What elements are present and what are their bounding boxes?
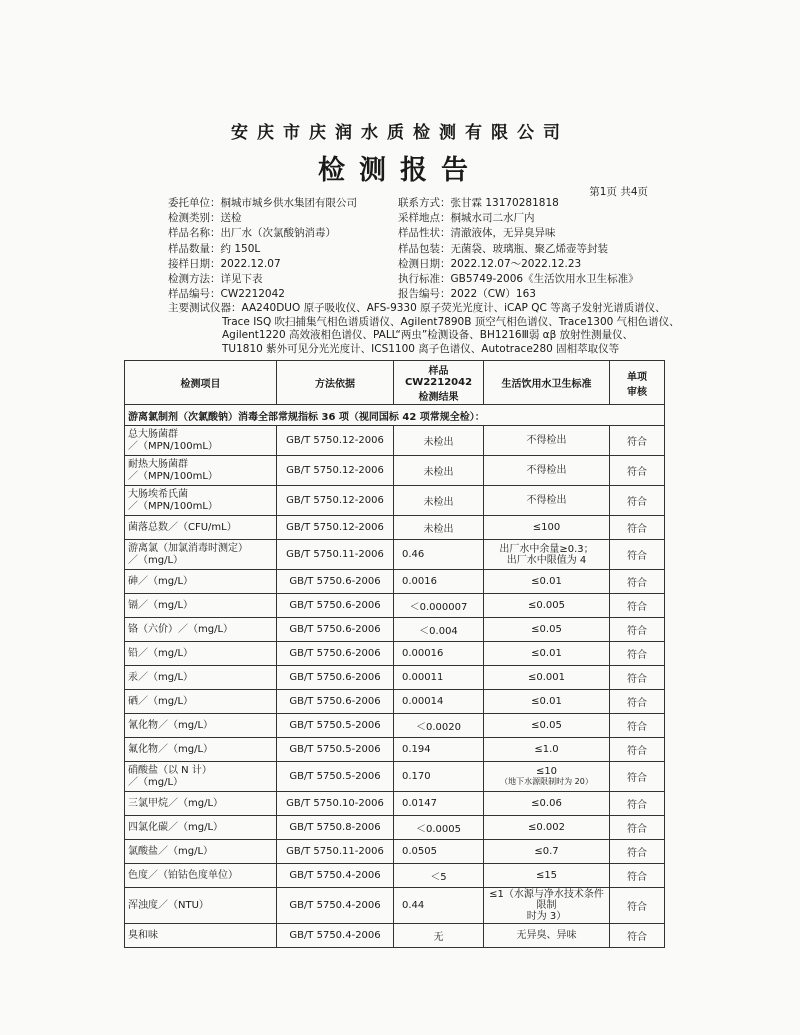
page-number: 第1页 共4页 [589,186,648,198]
table-row [125,738,665,762]
cell-method: GB/T 5750.5-2006 [277,714,394,738]
item-name: 铅／（mg/L） [128,647,194,659]
cell-method: GB/T 5750.6-2006 [277,594,394,618]
cell-result: 0.00014 [394,690,484,714]
cell-result: 0.0147 [394,792,484,816]
header-item: 检测项目 [125,361,277,405]
info-left: 接样日期：2022.12.07 [168,257,281,270]
info-left: 检测方法：详见下表 [168,272,263,285]
instruments-block [168,302,688,356]
standard-note: 出厂水中限值为 4 [506,554,587,566]
table-row [125,456,665,486]
cell-result: ＜0.0005 [394,816,484,840]
info-left: 样品数量：约 150L [168,242,261,255]
instruments-line: Trace ISQ 吹扫捕集气相色谱质谱仪、Agilent7890B 顶空气相色谱仪、Trace1300 气相色谱仪、 [222,315,680,328]
info-right: 样品包装：无菌袋、玻璃瓶、聚乙烯壶等封装 [398,242,608,255]
info-row [168,257,668,272]
cell-audit: 符合 [610,516,665,540]
section-title: 游离氯制剂（次氯酸钠）消毒全部常规指标 36 项（视同国标 42 项常规全检）： [125,405,665,426]
cell-standard [484,594,610,618]
table-row [125,618,665,642]
info-left: 样品编号：CW2212042 [168,288,285,301]
cell-standard [484,666,610,690]
standard-value: ≤0.7 [534,846,559,857]
item-name: 氰化物／（mg/L） [128,719,214,731]
item-name: 三氯甲烷／（mg/L） [128,797,224,809]
cell-item [125,816,277,840]
instruments-line: TU1810 紫外可见分光光度计、ICS1100 离子色谱仪、Autotrace280 固相萃取仪等 [222,342,620,355]
header-audit-line2: 审核 [627,386,647,398]
cell-standard [484,516,610,540]
table-row [125,516,665,540]
info-right: 检测日期：2022.12.07～2022.12.23 [398,257,582,270]
standard-value: 不得检出 [526,495,567,506]
cell-item [125,666,277,690]
cell-standard [484,642,610,666]
cell-method: GB/T 5750.4-2006 [277,924,394,948]
table-row [125,486,665,516]
info-row [168,226,668,241]
table-row [125,864,665,888]
table-row [125,762,665,792]
cell-result: ＜0.0020 [394,714,484,738]
cell-result: 0.0016 [394,570,484,594]
cell-audit: 符合 [610,594,665,618]
standard-value: ≤0.01 [531,576,562,587]
standard-value: ≤1（水源与净水技术条件限制 [489,889,604,911]
cell-result: ＜0.000007 [394,594,484,618]
cell-item [125,738,277,762]
info-right: 联系方式：张甘霖 13170281818 [398,197,559,209]
cell-item [125,714,277,738]
info-row [168,211,668,226]
cell-standard [484,924,610,948]
instruments-line: Agilent1220 高效液相色谱仪、PALL“两虫”检测设备、BH1216Ⅲ弱 αβ 放射性测量仪、 [222,329,634,342]
table-row [125,714,665,738]
cell-method: GB/T 5750.12-2006 [277,486,394,516]
table-row [125,594,665,618]
info-right: 报告编号：2022（CW）163 [398,288,536,301]
cell-standard [484,618,610,642]
cell-item [125,642,277,666]
cell-audit: 符合 [610,792,665,816]
cell-audit: 符合 [610,888,665,924]
cell-result: 0.00011 [394,666,484,690]
sample-info-block [168,196,668,302]
cell-audit: 符合 [610,840,665,864]
info-left: 检测类别：送检 [168,212,242,225]
cell-result: 无 [394,924,484,948]
cell-audit: 符合 [610,864,665,888]
cell-result: 0.44 [394,888,484,924]
header-result-line2: 检测结果 [418,392,459,403]
cell-result: ＜0.004 [394,618,484,642]
cell-item [125,594,277,618]
cell-audit: 符合 [610,570,665,594]
header-method: 方法依据 [277,361,394,405]
cell-standard [484,738,610,762]
cell-item [125,540,277,570]
cell-audit: 符合 [610,540,665,570]
standard-value: 出厂水中余量≥0.3； [499,543,594,555]
item-name: 耐热大肠菌群 [128,458,188,470]
info-left: 样品名称：出厂水（次氯酸钠消毒） [168,227,336,240]
item-name: 镉／（mg/L） [128,599,194,611]
cell-method: GB/T 5750.10-2006 [277,792,394,816]
cell-method: GB/T 5750.6-2006 [277,666,394,690]
item-name: 菌落总数／（CFU/mL） [128,521,237,533]
cell-result: 0.46 [394,540,484,570]
item-unit: ／（MPN/100mL） [128,470,218,482]
cell-standard [484,486,610,516]
item-name: 铬（六价）／（mg/L） [128,623,234,635]
item-name: 色度／（铂钴色度单位） [128,869,238,881]
cell-standard [484,714,610,738]
standard-value: ≤0.002 [527,822,565,833]
cell-audit: 符合 [610,924,665,948]
item-unit: ／（mg/L） [128,776,184,788]
header-result [394,361,484,405]
cell-result: 0.194 [394,738,484,762]
item-name: 大肠埃希氏菌 [128,488,188,500]
item-name: 氟化物／（mg/L） [128,743,214,755]
standard-value: ≤0.01 [531,696,562,707]
info-row [168,287,668,302]
cell-method: GB/T 5750.12-2006 [277,426,394,456]
cell-result: 未检出 [394,426,484,456]
item-name: 汞／（mg/L） [128,671,194,683]
cell-item [125,888,277,924]
table-row [125,666,665,690]
cell-method: GB/T 5750.12-2006 [277,456,394,486]
item-name: 硝酸盐（以 N 计） [128,764,212,776]
cell-audit: 符合 [610,738,665,762]
item-name: 游离氯（加氯消毒时测定） [128,542,248,554]
cell-result: 未检出 [394,456,484,486]
cell-item [125,516,277,540]
cell-audit: 符合 [610,714,665,738]
item-name: 四氯化碳／（mg/L） [128,821,224,833]
table-row [125,426,665,456]
cell-standard [484,816,610,840]
cell-item [125,456,277,486]
table-row [125,816,665,840]
cell-standard [484,864,610,888]
cell-result: 未检出 [394,486,484,516]
instruments-line: 主要测试仪器：AA240DUO 原子吸收仪、AFS-9330 原子荧光光度计、iCAP QC 等离子发射光谱质谱仪、 [168,302,666,314]
table-row [125,570,665,594]
standard-value: ≤1.0 [534,744,559,755]
cell-method: GB/T 5750.6-2006 [277,618,394,642]
cell-audit: 符合 [610,486,665,516]
cell-item [125,840,277,864]
item-name: 总大肠菌群 [128,428,178,440]
standard-note: 时为 3） [526,911,567,922]
standard-value: 无异臭、异味 [516,930,577,941]
standard-value: ≤0.05 [531,624,562,635]
table-row [125,792,665,816]
standard-value: 不得检出 [526,465,567,476]
standard-value: ≤10 [535,766,558,777]
standard-value: ≤0.05 [531,720,562,731]
item-name: 氯酸盐／（mg/L） [128,845,214,857]
cell-audit: 符合 [610,456,665,486]
cell-standard [484,690,610,714]
standard-value: 不得检出 [526,435,567,446]
cell-method: GB/T 5750.5-2006 [277,738,394,762]
info-row [168,272,668,287]
header-audit [610,361,665,405]
standard-value: ≤0.06 [531,798,562,809]
cell-method: GB/T 5750.6-2006 [277,690,394,714]
cell-method: GB/T 5750.4-2006 [277,864,394,888]
item-name: 浑浊度／（NTU） [128,899,209,911]
cell-method: GB/T 5750.5-2006 [277,762,394,792]
header-standard: 生活饮用水卫生标准 [484,361,610,405]
company-name: 安庆市庆润水质检测有限公司 [231,123,569,143]
cell-item [125,924,277,948]
cell-audit: 符合 [610,666,665,690]
standard-value: ≤0.001 [527,672,565,683]
cell-item [125,570,277,594]
table-row [125,924,665,948]
cell-standard [484,888,610,924]
table-row [125,540,665,570]
section-row [125,405,665,426]
cell-result: 未检出 [394,516,484,540]
item-name: 臭和味 [128,929,158,941]
results-table [124,360,665,948]
info-right: 采样地点：桐城水司二水厂内 [398,212,535,225]
cell-standard [484,570,610,594]
cell-item [125,864,277,888]
info-right: 样品性状：清澈液体，无异臭异味 [398,227,556,240]
standard-value: ≤0.005 [527,600,565,611]
item-unit: ／（mg/L） [128,554,184,566]
cell-method: GB/T 5750.4-2006 [277,888,394,924]
cell-standard [484,540,610,570]
cell-audit: 符合 [610,816,665,840]
cell-item [125,792,277,816]
standard-note: （地下水源限制时为 20） [500,777,593,786]
table-row [125,888,665,924]
standard-value: ≤100 [532,522,561,533]
cell-item [125,426,277,456]
info-row [168,242,668,257]
cell-standard [484,840,610,864]
cell-audit: 符合 [610,426,665,456]
cell-standard [484,426,610,456]
standard-value: ≤0.01 [531,648,562,659]
cell-method: GB/T 5750.8-2006 [277,816,394,840]
cell-item [125,618,277,642]
cell-result: ＜5 [394,864,484,888]
table-row [125,642,665,666]
cell-method: GB/T 5750.11-2006 [277,840,394,864]
table-row [125,690,665,714]
cell-method: GB/T 5750.12-2006 [277,516,394,540]
cell-result: 0.170 [394,762,484,792]
item-unit: ／（MPN/100mL） [128,500,218,512]
table-header-row [125,361,665,405]
cell-method: GB/T 5750.6-2006 [277,570,394,594]
cell-item [125,690,277,714]
cell-audit: 符合 [610,762,665,792]
report-title: 检测报告 [318,155,482,186]
cell-audit: 符合 [610,690,665,714]
info-right: 执行标准：GB5749-2006《生活饮用水卫生标准》 [398,272,639,285]
cell-result: 0.0505 [394,840,484,864]
item-unit: ／（MPN/100mL） [128,440,218,452]
header-audit-line1: 单项 [627,371,647,383]
cell-audit: 符合 [610,642,665,666]
info-row [168,196,668,211]
cell-method: GB/T 5750.6-2006 [277,642,394,666]
cell-item [125,762,277,792]
cell-standard [484,762,610,792]
cell-standard [484,456,610,486]
info-left: 委托单位：桐城市城乡供水集团有限公司 [168,197,357,209]
cell-item [125,486,277,516]
item-name: 砷／（mg/L） [128,575,194,587]
cell-audit: 符合 [610,618,665,642]
cell-method: GB/T 5750.11-2006 [277,540,394,570]
cell-result: 0.00016 [394,642,484,666]
cell-standard [484,792,610,816]
item-name: 硒／（mg/L） [128,695,194,707]
table-row [125,840,665,864]
standard-value: ≤15 [535,870,558,881]
header-result-line1: 样品 CW2212042 [404,366,473,388]
